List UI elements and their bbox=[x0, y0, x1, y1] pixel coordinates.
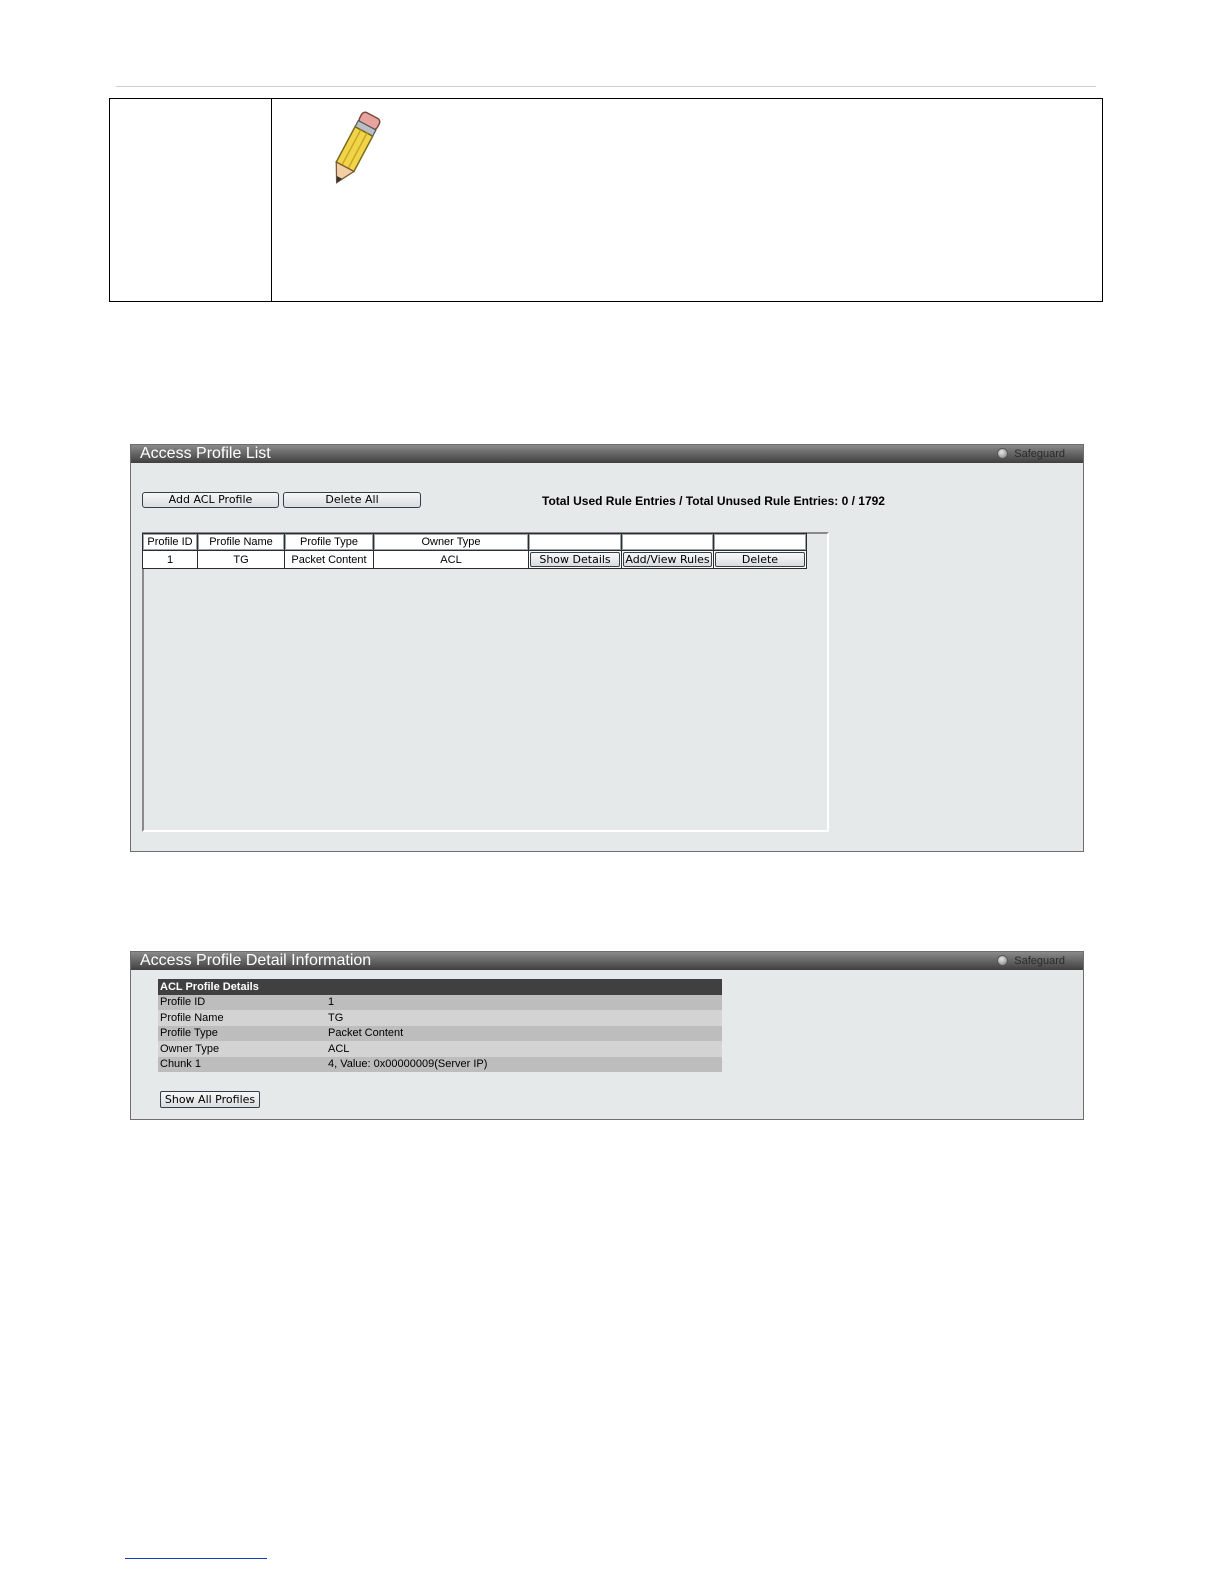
detail-value: 4, Value: 0x00000009(Server IP) bbox=[326, 1057, 722, 1073]
safeguard-label: Safeguard bbox=[1014, 955, 1065, 967]
safeguard-indicator[interactable] bbox=[997, 953, 1065, 969]
column-header-action-2 bbox=[622, 534, 714, 551]
note-box bbox=[109, 98, 1103, 302]
detail-key: Profile ID bbox=[158, 995, 326, 1011]
cell-owner-type: ACL bbox=[374, 551, 529, 569]
detail-key: Chunk 1 bbox=[158, 1057, 326, 1073]
detail-value: 1 bbox=[326, 995, 722, 1011]
show-details-button[interactable]: Show Details bbox=[530, 552, 620, 567]
column-header-action-1 bbox=[529, 534, 622, 551]
detail-key: Profile Type bbox=[158, 1026, 326, 1042]
footer-link-underline[interactable] bbox=[125, 1558, 267, 1559]
show-all-profiles-button[interactable]: Show All Profiles bbox=[160, 1091, 260, 1108]
detail-row bbox=[158, 1041, 722, 1057]
details-section-header: ACL Profile Details bbox=[158, 979, 722, 995]
detail-row bbox=[158, 1026, 722, 1042]
detail-row bbox=[158, 1010, 722, 1026]
safeguard-indicator-icon bbox=[997, 448, 1008, 459]
cell-delete bbox=[714, 551, 807, 569]
add-acl-profile-button[interactable]: Add ACL Profile bbox=[142, 492, 279, 508]
profile-table bbox=[142, 533, 807, 569]
rule-entries-totals: Total Used Rule Entries / Total Unused Rule Entries: 0 / 1792 bbox=[542, 494, 885, 508]
panel-title: Access Profile Detail Information bbox=[140, 952, 372, 969]
column-header-action-3 bbox=[714, 534, 807, 551]
detail-key: Owner Type bbox=[158, 1041, 326, 1057]
detail-value: ACL bbox=[326, 1041, 722, 1057]
table-row bbox=[143, 551, 807, 569]
cell-show-details bbox=[529, 551, 622, 569]
cell-profile-type: Packet Content bbox=[285, 551, 374, 569]
panel-title-bar bbox=[131, 952, 1083, 970]
cell-profile-id: 1 bbox=[143, 551, 198, 569]
cell-profile-name: TG bbox=[198, 551, 285, 569]
detail-value: TG bbox=[326, 1010, 722, 1026]
access-profile-list-panel bbox=[130, 444, 1084, 852]
profile-list-frame bbox=[142, 532, 829, 832]
column-header-profile-id: Profile ID bbox=[143, 534, 198, 551]
cell-add-view-rules bbox=[622, 551, 714, 569]
column-header-owner-type: Owner Type bbox=[374, 534, 529, 551]
detail-row bbox=[158, 995, 722, 1011]
safeguard-label: Safeguard bbox=[1014, 448, 1065, 460]
access-profile-detail-panel bbox=[130, 951, 1084, 1120]
column-header-profile-name: Profile Name bbox=[198, 534, 285, 551]
add-view-rules-button[interactable]: Add/View Rules bbox=[623, 552, 712, 567]
note-box-divider bbox=[271, 99, 272, 301]
safeguard-indicator[interactable] bbox=[997, 446, 1065, 462]
column-header-profile-type: Profile Type bbox=[285, 534, 374, 551]
detail-row bbox=[158, 1057, 722, 1073]
table-header-row bbox=[143, 534, 807, 551]
pencil-icon bbox=[318, 109, 390, 191]
detail-value: Packet Content bbox=[326, 1026, 722, 1042]
panel-title: Access Profile List bbox=[140, 445, 271, 462]
safeguard-indicator-icon bbox=[997, 955, 1008, 966]
panel-title-bar bbox=[131, 445, 1083, 463]
detail-key: Profile Name bbox=[158, 1010, 326, 1026]
delete-profile-button[interactable]: Delete bbox=[715, 552, 805, 567]
details-header-row bbox=[158, 979, 722, 995]
header-rule bbox=[116, 86, 1096, 87]
delete-all-button[interactable]: Delete All bbox=[283, 492, 421, 508]
acl-profile-details-table bbox=[158, 979, 722, 1072]
